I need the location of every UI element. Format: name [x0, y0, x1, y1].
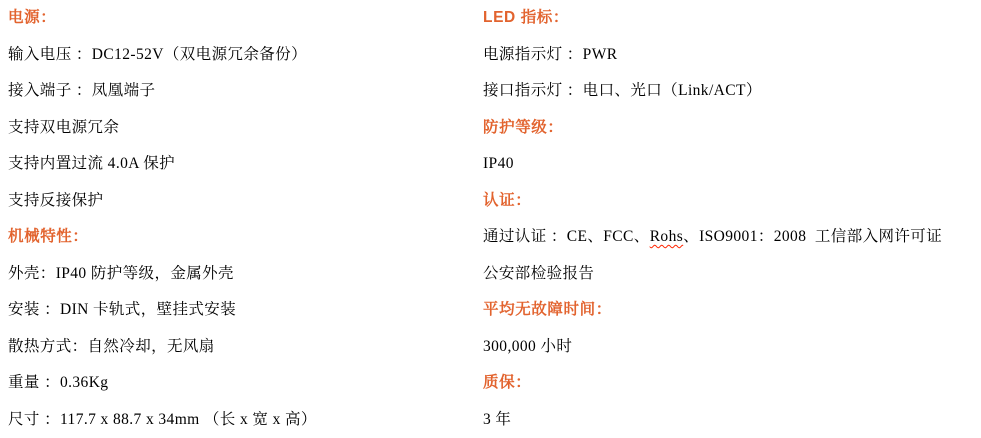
spec-line-overcurrent-protection: 支持内置过流 4.0A 保护	[8, 155, 176, 172]
misspelled-word: Rohs	[649, 228, 684, 245]
spec-line-weight: 重量 ：0.36Kg	[8, 374, 109, 391]
cert-text-pre: 通过认证 ：CE、FCC、	[483, 228, 650, 245]
spec-line-housing: 外壳：IP40 防护等级，金属外壳	[8, 264, 234, 282]
section-heading-certification: 认证：	[483, 191, 532, 209]
spec-line-mounting: 安装 ：DIN 卡轨式，壁挂式安装	[8, 301, 237, 318]
spec-line-power-led: 电源指示灯 ：PWR	[483, 45, 618, 63]
spec-line-ip-rating: IP40	[483, 155, 514, 172]
section-heading-led: LED 指标：	[483, 9, 570, 26]
section-heading-power: 电源：	[8, 9, 57, 26]
spec-line-input-voltage: 输入电压 ：DC12-52V（双电源冗余备份）	[8, 45, 307, 63]
spec-line-cooling: 散热方式：自然冷却，无风扇	[8, 337, 215, 355]
spec-line-terminal: 接入端子 ：凤凰端子	[8, 82, 156, 99]
spec-line-dimensions: 尺寸 ：117.7 x 88.7 x 34mm （长 x 宽 x 高）	[8, 410, 317, 428]
spec-line-certifications	[483, 219, 979, 256]
right-column	[483, 0, 979, 438]
left-column	[8, 0, 478, 438]
spec-line-public-security-report: 公安部检验报告	[483, 264, 595, 282]
spec-line-mtbf-value: 300,000 小时	[483, 337, 573, 355]
spec-line-port-led: 接口指示灯 ：电口、光口（Link/ACT）	[483, 82, 762, 99]
spec-line-dual-power-redundancy: 支持双电源冗余	[8, 118, 120, 136]
cert-text-post: 、ISO9001：2008 工信部入网许可证	[683, 228, 943, 245]
spec-line-warranty-value: 3 年	[483, 410, 512, 428]
spec-line-reverse-protection: 支持反接保护	[8, 191, 104, 209]
section-heading-mtbf: 平均无故障时间：	[483, 301, 612, 318]
section-heading-mechanical: 机械特性：	[8, 228, 89, 245]
section-heading-protection-rating: 防护等级：	[483, 118, 564, 136]
section-heading-warranty: 质保：	[483, 374, 532, 391]
